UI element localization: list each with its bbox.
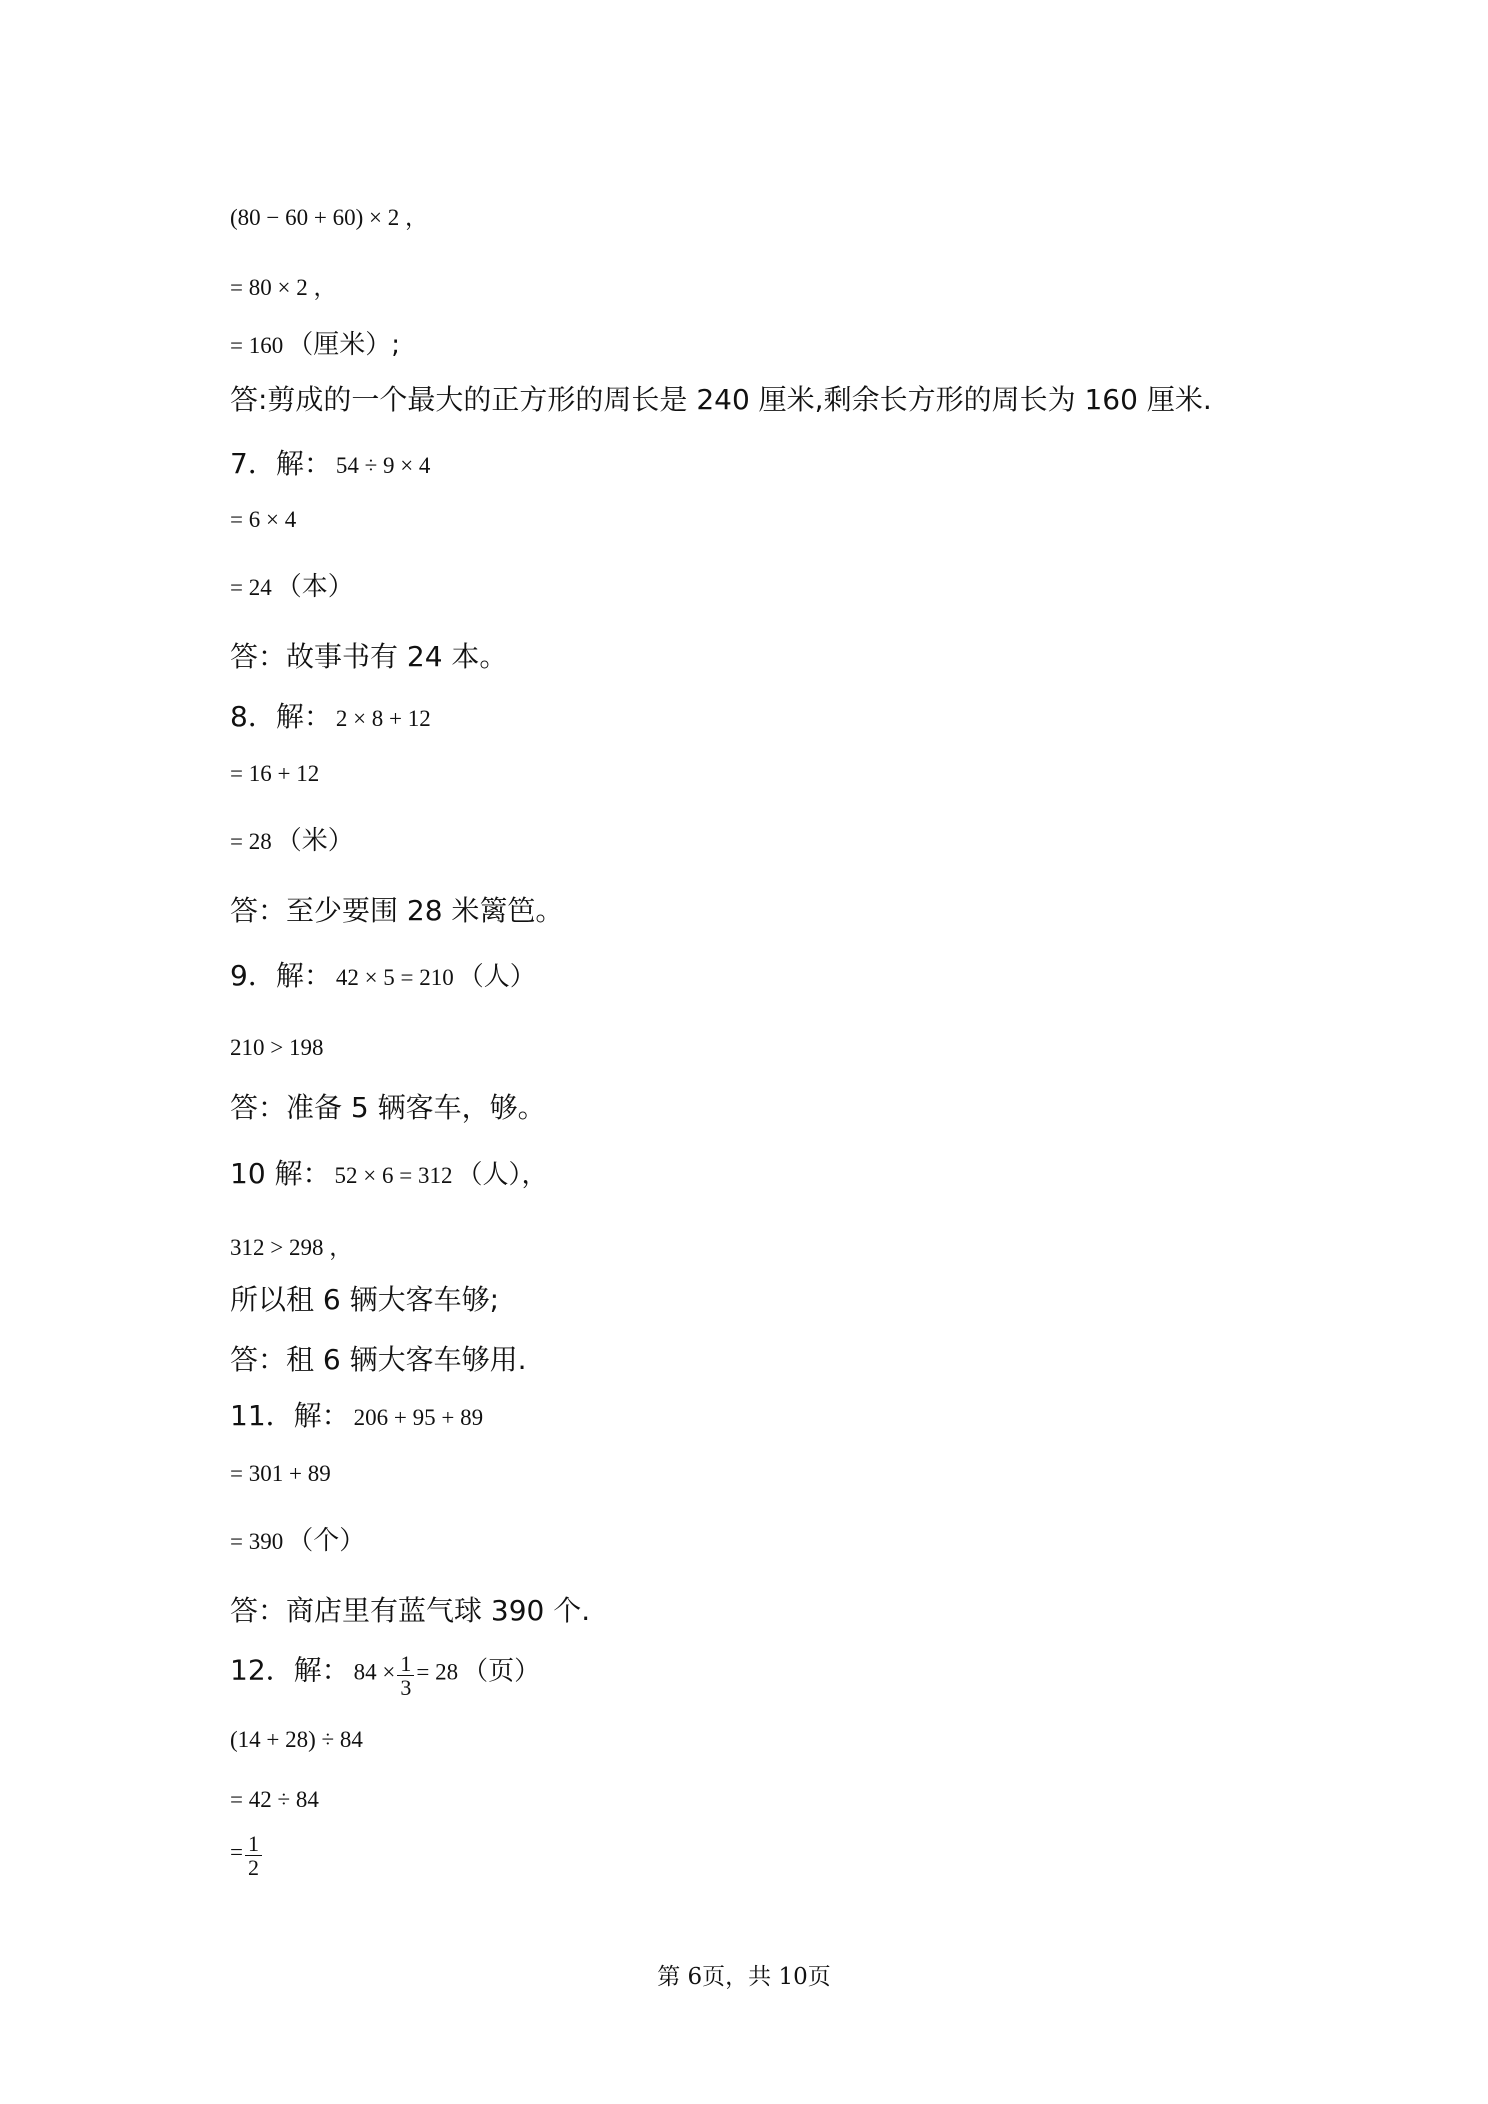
calc-expression: 42 × 5 = 210: [335, 965, 454, 990]
calc-line: 312 > 298 ，: [230, 1235, 353, 1260]
problem-label: 11．解：: [230, 1399, 350, 1432]
unit-label: （厘米）;: [287, 330, 400, 360]
calc-expression: 2 × 8 + 12: [335, 706, 431, 731]
problem-10-header: [230, 1157, 548, 1190]
calc-expression: = 28: [416, 1659, 459, 1685]
calc-line: (14 + 28) ÷ 84: [230, 1727, 363, 1752]
problem-8-header: [230, 700, 431, 733]
calc-expression: = 390: [230, 1529, 284, 1554]
calc-line: = 6 × 4: [230, 507, 297, 532]
calc-expression: 54 ÷ 9 × 4: [335, 453, 431, 478]
problem-label: 8．解：: [230, 700, 332, 733]
text-line: 所以租 6 辆大客车够;: [230, 1283, 500, 1316]
problem-7-header: [230, 447, 431, 480]
problem-9-header: [230, 959, 536, 992]
problem-11-header: [230, 1399, 484, 1432]
fraction: [245, 1832, 262, 1879]
calc-line: = 301 + 89: [230, 1461, 331, 1486]
page-footer: 第 6页，共 10页: [657, 1964, 831, 1990]
fraction-numerator: 1: [245, 1832, 262, 1856]
answer-line: 答：租 6 辆大客车够用.: [230, 1343, 527, 1376]
calc-line: = 16 + 12: [230, 761, 320, 786]
calc-line: [230, 574, 354, 600]
unit-label: （人），: [456, 1160, 548, 1190]
calc-line: (80 − 60 + 60) × 2 ，: [230, 205, 428, 230]
fraction-denominator: 3: [400, 1675, 412, 1701]
problem-label: 7．解：: [230, 447, 332, 480]
calc-expression: =: [230, 1839, 243, 1865]
calc-expression: 52 × 6 = 312: [334, 1163, 453, 1188]
calc-line: 210 > 198: [230, 1035, 324, 1060]
problem-label: 12．解：: [230, 1653, 350, 1687]
answer-line: 答：至少要围 28 米篱笆。: [230, 894, 564, 927]
fraction-numerator: 1: [397, 1652, 414, 1676]
problem-12-header: [230, 1652, 540, 1699]
calc-line: [230, 1528, 365, 1554]
calc-line: = 42 ÷ 84: [230, 1787, 319, 1812]
unit-label: （页）: [462, 1656, 541, 1687]
calc-line: [230, 1832, 264, 1879]
calc-expression: = 24: [230, 575, 272, 600]
calc-expression: 206 + 95 + 89: [353, 1405, 484, 1430]
calc-line: = 80 × 2 ，: [230, 275, 337, 300]
fraction: [397, 1652, 414, 1699]
unit-label: （米）: [275, 826, 354, 856]
answer-line: 答：故事书有 24 本。: [230, 640, 508, 673]
answer-line: 答：商店里有蓝气球 390 个.: [230, 1594, 591, 1627]
unit-label: （个）: [287, 1526, 366, 1556]
unit-label: （人）: [457, 962, 536, 992]
answer-line: 答：准备 5 辆客车，够。: [230, 1091, 546, 1124]
calc-expression: = 28: [230, 829, 272, 854]
calc-line: [230, 828, 354, 854]
fraction-denominator: 2: [247, 1855, 259, 1881]
calc-expression: 84 ×: [353, 1659, 396, 1685]
unit-label: （本）: [275, 572, 354, 602]
problem-label: 9．解：: [230, 959, 332, 992]
calc-expression: = 160: [230, 333, 284, 358]
calc-line: [230, 332, 400, 358]
answer-line: 答:剪成的一个最大的正方形的周长是 240 厘米,剩余长方形的周长为 160 厘米.: [230, 383, 1212, 416]
problem-label: 10 解：: [230, 1157, 331, 1190]
